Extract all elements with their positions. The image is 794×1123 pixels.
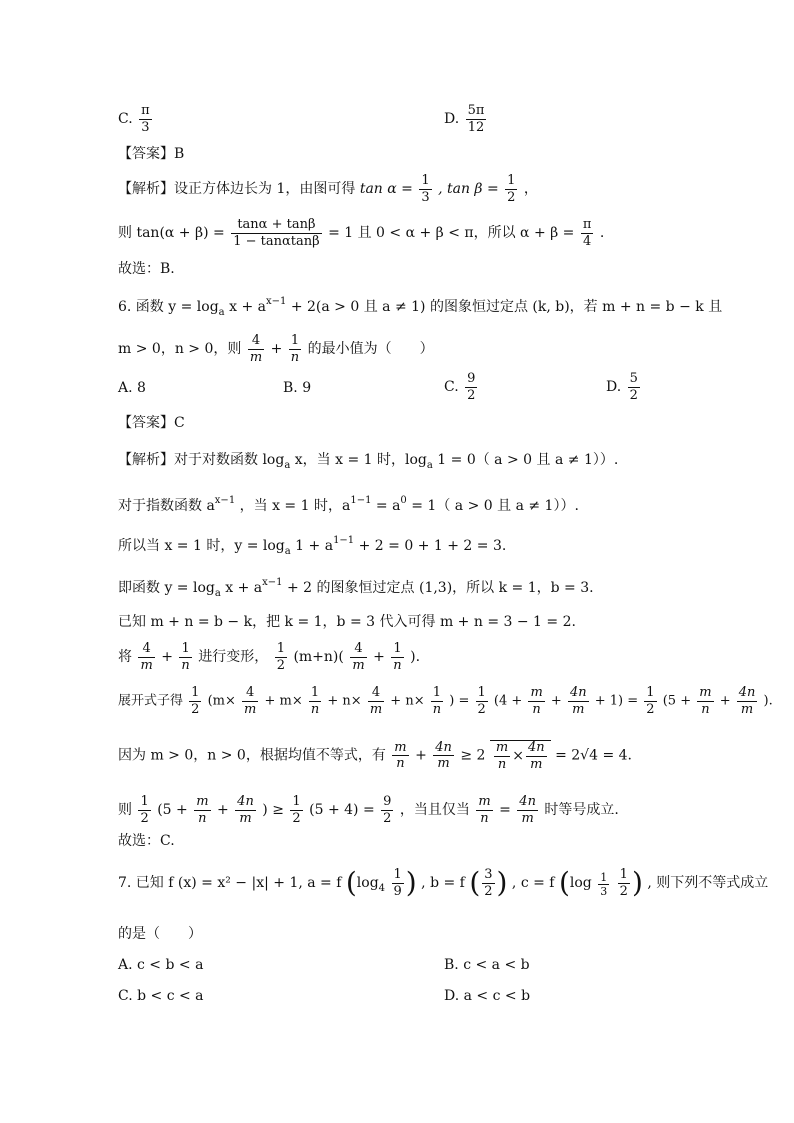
q6-option-b: B. 9 — [283, 380, 312, 396]
q5-option-c-fraction: $\frac{\pi}{3}$ — [141, 103, 150, 135]
q6-analysis-l5: 已知 m + n = b − k，把 k = 1，b = 3 代入可得 m + n = 3 − 1 = 2. — [118, 614, 576, 630]
q6-stem-line2: m > 0，n > 0，则 $\frac{4}{m}$ + $\frac{1}{n}$ 的最小值为（ ） — [118, 333, 434, 365]
q5-analysis-formula: 则 tan(α + β) = $\frac{\tan\alpha + \tan\beta}{1 - \tan\alpha\tan\beta}$ = 1 且 0 < α + β < π，所以 α + β = $\frac{\pi}{4}$ . — [118, 217, 605, 249]
q5-option-c: C. $\frac{\pi}{3}$ — [118, 103, 150, 135]
q7-stem-line2: 的是（ ） — [118, 926, 202, 942]
q6-analysis-l3: 所以当 x = 1 时，$y = \log_a 1 + a^{1-1} + 2 = 0 + 1 + 2 = 3$. — [118, 535, 507, 557]
q6-analysis-l8: 因为 m > 0，n > 0，根据均值不等式，有 $\frac{m}{n}$ + $\frac{4n}{m}$ ≥ 2 $\frac{m}{n}$ × $\frac{4n}{m}$ = 2√4 = 4. — [118, 739, 632, 772]
sqrt-icon: $\frac{m}{n}$ × $\frac{4n}{m}$ — [490, 740, 551, 771]
q6-answer: 【答案】C — [118, 415, 185, 431]
q7-stem-line1: 7. 已知 f (x) = x² − |x| + 1, a = f ($\log_4$ $\frac{1}{9}$ ) , b = f ( $\frac{3}{2}$ ) , c = f (log $\frac{1}{3}$ $\frac{1}{2}$ ) , 则下列不等式成立 — [118, 866, 769, 900]
q6-analysis-l7: 展开式子得 $\frac{1}{2}$ (m× $\frac{4}{m}$ + m× $\frac{1}{n}$ + n× $\frac{4}{m}$ + n× $\frac{1}{n}$ ) = $\frac{1}{2}$ (4 + $\frac{m}{n}$ + $\frac{4n}{m}$ + 1) = $\frac{1}{2}$ (5 + $\frac{m}{n}$ + $\frac{4n}{m}$ ). — [118, 685, 773, 717]
q6-choose: 故选：C. — [118, 833, 175, 849]
q5-analysis-line: 【解析】设正方体边长为 1，由图可得 tan α = $\frac{1}{3}$ , tan β = $\frac{1}{2}$ ， — [118, 173, 538, 205]
q6-analysis-l9: 则 $\frac{1}{2}$ (5 + $\frac{m}{n}$ + $\frac{4n}{m}$ ) ≥ $\frac{1}{2}$ (5 + 4) = $\frac{9}{2}$ ，当且仅当 $\frac{m}{n}$ = $\frac{4n}{m}$ 时等号成立. — [118, 794, 619, 826]
q5-choose: 故选：B. — [118, 261, 175, 277]
q6-analysis-l1: 【解析】对于对数函数 $\log_a x$，当 x = 1 时，$\log_a 1 = 0$（ a > 0 且 a ≠ 1））. — [118, 452, 619, 471]
q6-stem-line1: 6. 函数 $y = \log_a x + a^{x-1} + 2(a > 0$ 且 a ≠ 1) 的图象恒过定点 (k, b)，若 m + n = b − k 且 — [118, 296, 723, 318]
q6-analysis-l2: 对于指数函数 $a^{x-1}$ ，当 x = 1 时，$a^{1-1} = a^0 = 1$（ a > 0 且 a ≠ 1））. — [118, 495, 579, 514]
q6-option-a: A. 8 — [118, 380, 146, 396]
q6-analysis-l6: 将 $\frac{4}{m}$ + $\frac{1}{n}$ 进行变形， $\frac{1}{2}$ (m+n)( $\frac{4}{m}$ + $\frac{1}{n}$ ). — [118, 641, 421, 673]
q7-option-b: B. c < a < b — [444, 957, 530, 973]
q6-analysis-l4: 即函数 $y = \log_a x + a^{x-1} + 2$ 的图象恒过定点 (1,3)，所以 k = 1，b = 3. — [118, 577, 594, 599]
q6-option-d: D. $\frac{5}{2}$ — [606, 371, 638, 403]
q5-answer: 【答案】B — [118, 146, 185, 162]
q7-option-d: D. a < c < b — [444, 988, 531, 1004]
q7-option-c: C. b < c < a — [118, 988, 204, 1004]
q5-option-d-fraction: $\frac{5\pi}{12}$ — [467, 103, 485, 135]
q6-option-c: C. $\frac{9}{2}$ — [444, 371, 476, 403]
q5-option-d: D. $\frac{5\pi}{12}$ — [444, 103, 485, 135]
q7-option-a: A. c < b < a — [118, 957, 204, 973]
